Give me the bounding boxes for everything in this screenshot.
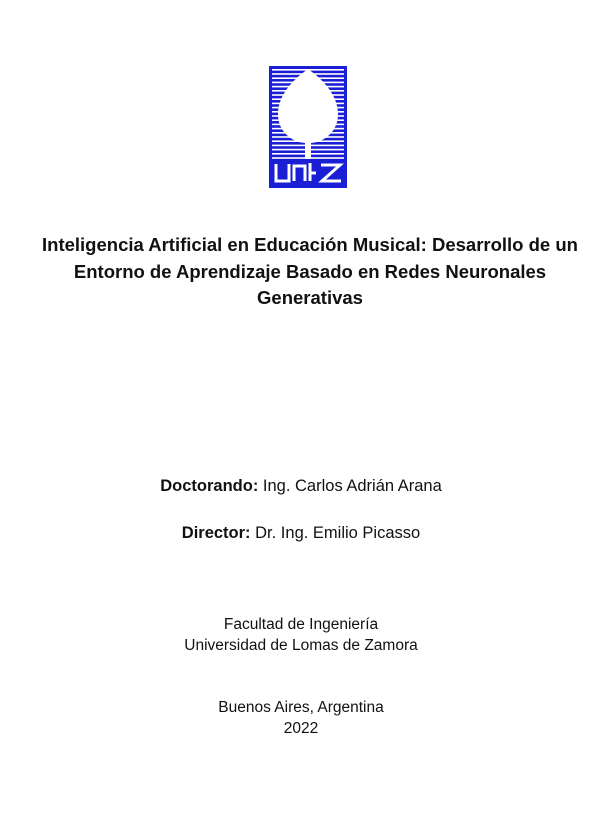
doctorando-line: [0, 476, 602, 496]
director-value: Dr. Ing. Emilio Picasso: [255, 524, 421, 542]
university-logo: [269, 66, 347, 188]
year: 2022: [283, 720, 319, 737]
place-block: [0, 697, 602, 739]
university-name: Universidad de Lomas de Zamora: [184, 637, 418, 654]
thesis-title: Inteligencia Artificial en Educación Musical: Desarrollo de un Entorno de Aprendizaje Basado en Redes Neuronales Generativas: [42, 234, 578, 308]
doctorando-value: Ing. Carlos Adrián Arana: [262, 477, 442, 495]
city-country: Buenos Aires, Argentina: [218, 699, 384, 716]
institution-block: [0, 614, 602, 656]
director-line: [0, 523, 602, 543]
faculty-name: Facultad de Ingeniería: [223, 616, 379, 633]
doctorando-label: Doctorando:: [160, 477, 259, 495]
director-label: Director:: [181, 524, 251, 542]
